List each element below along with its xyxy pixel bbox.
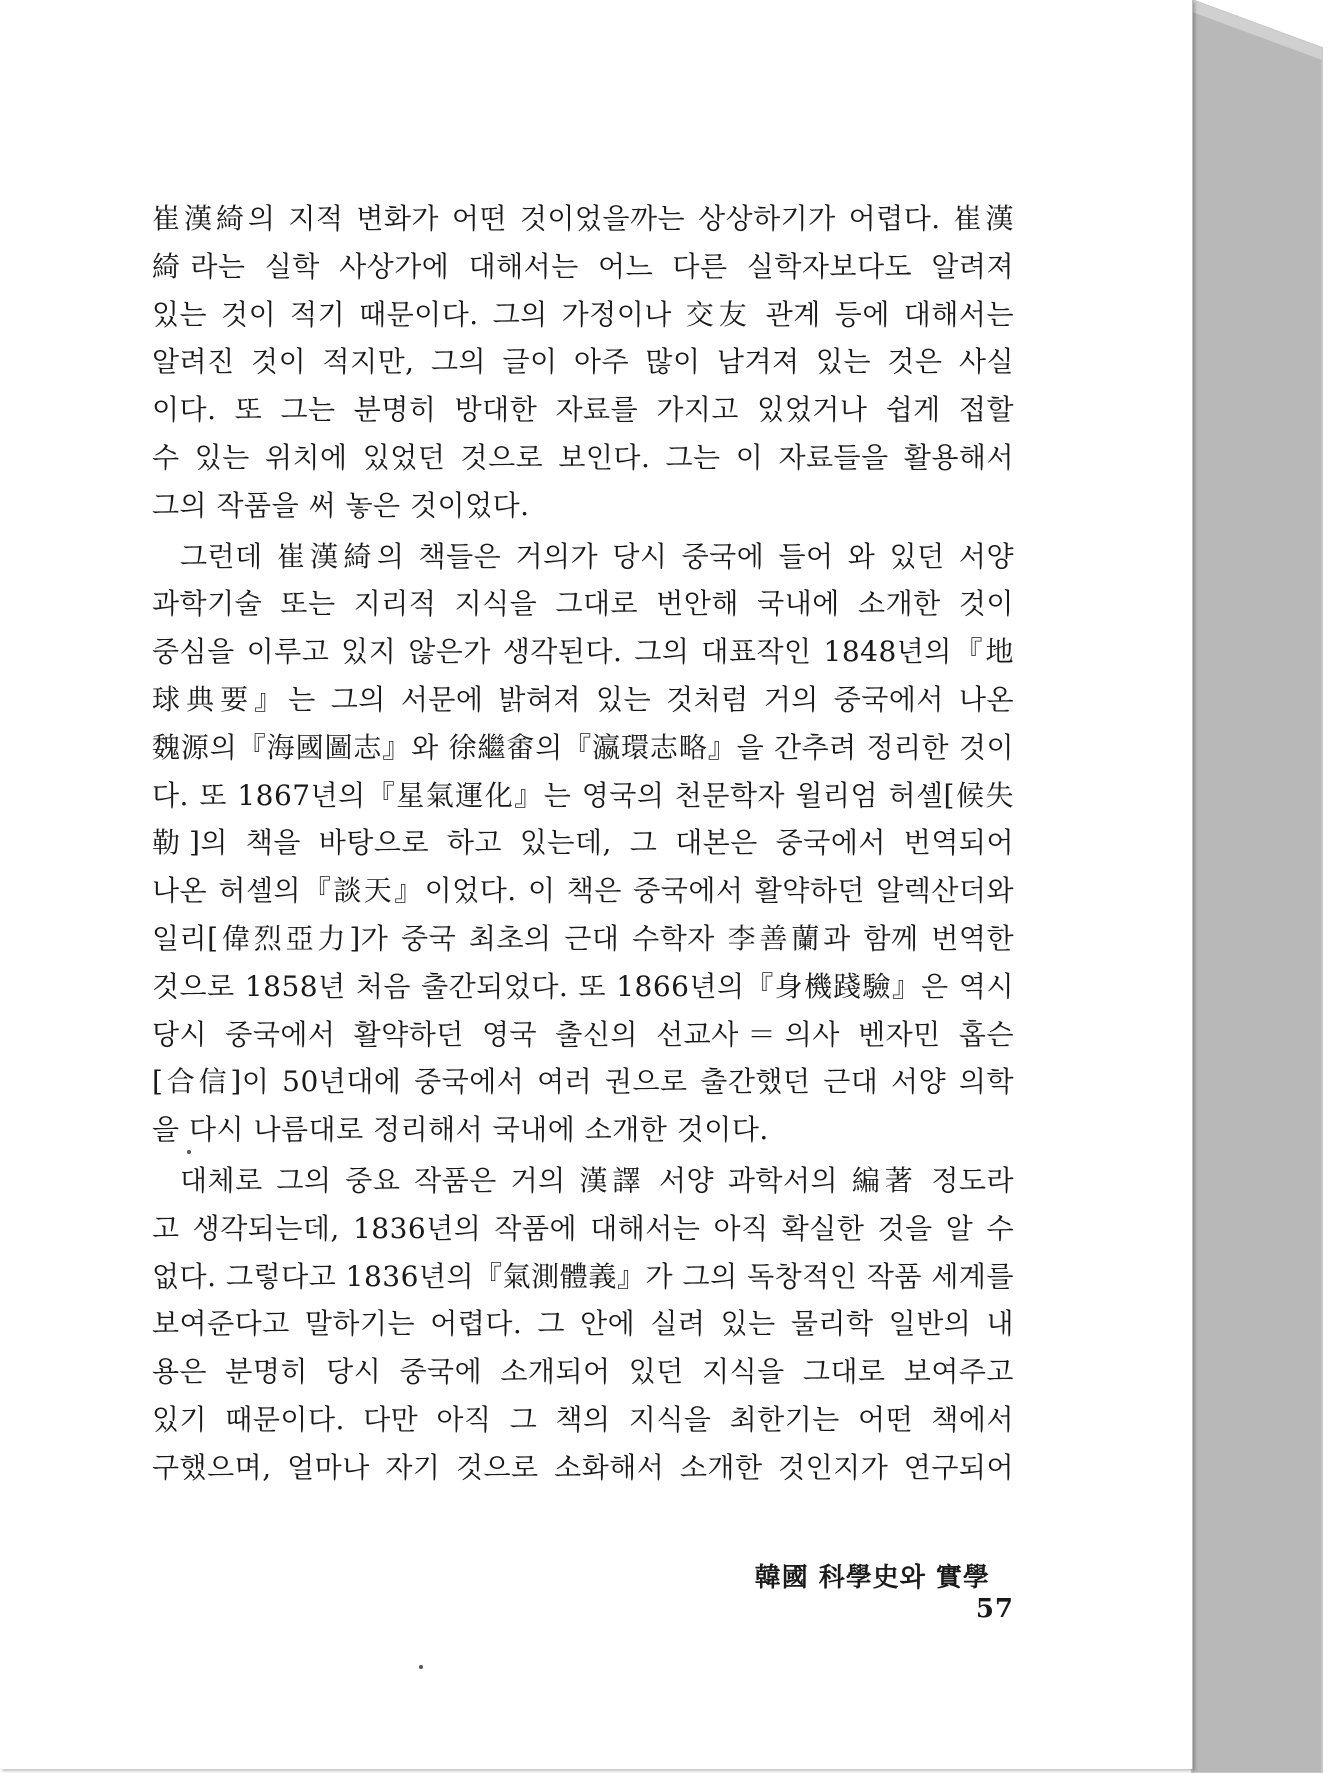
text-line: 대체로 그의 중요 작품은 거의 漢譯 서양 과학서의 編著 정도라 [180, 1163, 1014, 1197]
text-line: 이다. 또 그는 분명히 방대한 자료를 가지고 있었거나 쉽게 접할 [152, 393, 1014, 427]
text-line: 그의 작품을 써 놓은 것이었다. [152, 488, 530, 522]
text-line: 중심을 이루고 있지 않은가 생각된다. 그의 대표작인 1848년의『地 [152, 635, 1014, 669]
paragraph-3 [152, 1157, 1014, 1492]
running-title: 韓國 科學史와 實學 [754, 1563, 990, 1593]
text-line: 용은 분명히 당시 중국에 소개되어 있던 지식을 그대로 보여주고 [152, 1355, 1014, 1389]
page-number: 57 [975, 1594, 1014, 1624]
body-text [152, 195, 1014, 1492]
text-line: 수 있는 위치에 있었던 것으로 보인다. 그는 이 자료들을 활용해서 [152, 440, 1014, 474]
text-line: 있는 것이 적기 때문이다. 그의 가정이나 交友 관계 등에 대해서는 [152, 297, 1014, 331]
text-line: 고 생각되는데, 1836년의 작품에 대해서는 아직 확실한 것을 알 수 [152, 1211, 1014, 1245]
text-line: 알려진 것이 적지만, 그의 글이 아주 많이 남겨져 있는 것은 사실 [152, 345, 1014, 379]
text-line: 당시 중국에서 활약하던 영국 출신의 선교사＝의사 벤자민 홉슨 [152, 1017, 1014, 1051]
page-footer [720, 1557, 1014, 1624]
scan-speck [187, 1150, 191, 1154]
text-line: 일리[偉烈亞力]가 중국 최초의 근대 수학자 李善蘭과 함께 번역한 [152, 921, 1014, 955]
text-line: 구했으며, 얼마나 자기 것으로 소화해서 소개한 것인지가 연구되어 [152, 1450, 1014, 1484]
text-line: 球典要』는 그의 서문에 밝혀져 있는 것처럼 거의 중국에서 나온 [152, 682, 1014, 716]
paragraph-2 [152, 533, 1014, 1154]
text-line: 崔漢綺의 지적 변화가 어떤 것이었을까는 상상하기가 어렵다. 崔漢 [152, 202, 1014, 235]
scan-speck [419, 1665, 423, 1669]
text-line: 綺라는 실학 사상가에 대해서는 어느 다른 실학자보다도 알려져 [152, 249, 1014, 283]
text-line: 魏源의『海國圖志』와 徐繼畬의『瀛環志略』을 간추려 정리한 것이 [152, 730, 1014, 764]
text-line: 勒]의 책을 바탕으로 하고 있는데, 그 대본은 중국에서 번역되어 [152, 826, 1014, 860]
text-line: 과학기술 또는 지리적 지식을 그대로 번안해 국내에 소개한 것이 [152, 587, 1014, 621]
text-line: 을 다시 나름대로 정리해서 국내에 소개한 것이다. [152, 1113, 769, 1147]
paragraph-1 [152, 195, 1014, 530]
text-line: 나온 허셸의『談天』이었다. 이 책은 중국에서 활약하던 알렉산더와 [152, 874, 1014, 908]
text-line: 다. 또 1867년의『星氣運化』는 영국의 천문학자 윌리엄 허셸[候失 [152, 778, 1014, 812]
text-line: 있기 때문이다. 다만 아직 그 책의 지식을 최한기는 어떤 책에서 [152, 1402, 1014, 1436]
text-line: 보여준다고 말하기는 어렵다. 그 안에 실려 있는 물리학 일반의 내 [152, 1307, 1014, 1341]
text-line: 것으로 1858년 처음 출간되었다. 또 1866년의『身機踐驗』은 역시 [152, 969, 1014, 1003]
text-line: 그런데 崔漢綺의 책들은 거의가 당시 중국에 들어 와 있던 서양 [180, 539, 1014, 573]
text-line: 없다. 그렇다고 1836년의『氣測體義』가 그의 독창적인 작품 세계를 [152, 1259, 1014, 1293]
text-line: [合信]이 50년대에 중국에서 여러 권으로 출간했던 근대 서양 의학 [152, 1065, 1014, 1099]
